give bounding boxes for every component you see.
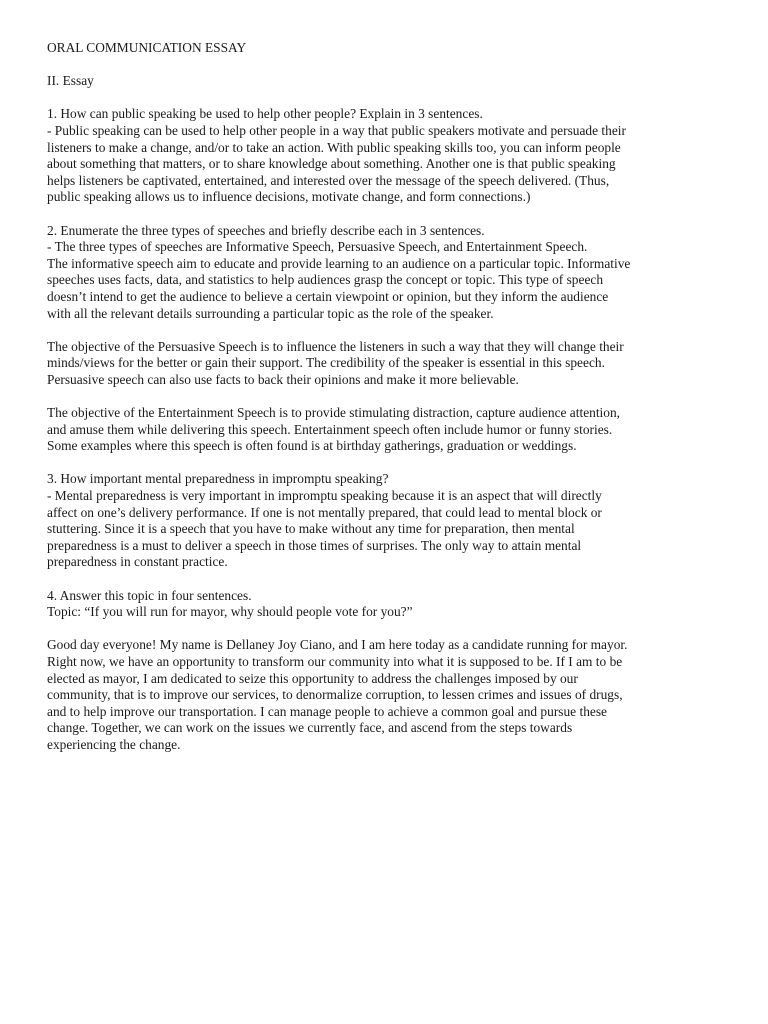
question-3: 3. How important mental preparedness in impromptu speaking? (47, 471, 389, 487)
answer-1-line: public speaking allows us to influence decisions, motivate change, and form connections.) (47, 189, 531, 205)
answer-3-line: preparedness is a must to deliver a speech in those times of surprises. The only way to attain mental (47, 537, 582, 553)
question-2-block (47, 223, 727, 455)
question-1: 1. How can public speaking be used to help other people? Explain in 3 sentences. (47, 106, 483, 122)
answer-1-line: listeners to make a change, and/or to take an action. With public speaking skills too, you can inform people (47, 139, 621, 155)
question-1-block (47, 106, 727, 206)
answer-2-entertainment-line: The objective of the Entertainment Speech is to provide stimulating distraction, capture audience attention, (47, 405, 621, 421)
answer-4-line: Good day everyone! My name is Dellaney Joy Ciano, and I am here today as a candidate running for mayor. (47, 637, 628, 653)
answer-3-line: stuttering. Since it is a speech that you have to make without any time for preparation, then mental (47, 521, 575, 537)
answer-4-line: and to help improve our transportation. I can manage people to achieve a common goal and pursue these (47, 703, 607, 719)
answer-4-line: community, that is to improve our services, to denormalize corruption, to lessen crimes and issues of drugs, (47, 687, 623, 703)
section-heading: II. Essay (47, 73, 94, 89)
answer-4-line: experiencing the change. (47, 736, 181, 752)
answer-1-line: helps listeners be captivated, entertained, and interested over the message of the speech delivered. (Thus, (47, 172, 610, 188)
document-title: ORAL COMMUNICATION ESSAY (47, 40, 247, 55)
answer-3-line: affect on one’s delivery performance. If one is not mentally prepared, that could lead to mental block or (47, 504, 602, 520)
answer-2-persuasive-line: minds/views for the better or gain their support. The credibility of the speaker is essential in this speech. (47, 355, 605, 371)
answer-2-intro-line: with all the relevant details surrounding a particular topic as the role of the speaker. (47, 305, 494, 321)
answer-2-intro-line: - The three types of speeches are Informative Speech, Persuasive Speech, and Entertainment Speech. (47, 239, 588, 255)
question-4-block (47, 588, 727, 754)
answer-2-entertainment-line: Some examples where this speech is often found is at birthday gatherings, graduation or weddings. (47, 438, 577, 454)
answer-2-persuasive-line: Persuasive speech can also use facts to back their opinions and make it more believable. (47, 371, 519, 387)
answer-2-intro-line: speeches uses facts, data, and statistics to help audiences grasp the concept or topic. This type of speech (47, 272, 604, 288)
answer-2-persuasive-line: The objective of the Persuasive Speech is to influence the listeners in such a way that they will change their (47, 338, 624, 354)
answer-1-line: - Public speaking can be used to help other people in a way that public speakers motivate and persuade their (47, 122, 626, 138)
answer-2-entertainment-line: and amuse them while delivering this speech. Entertainment speech often include humor or funny stories. (47, 421, 613, 437)
question-2: 2. Enumerate the three types of speeches and briefly describe each in 3 sentences. (47, 222, 485, 238)
answer-4-line: change. Together, we can work on the issues we currently face, and ascend from the steps towards (47, 720, 573, 736)
question-3-block (47, 471, 727, 571)
answer-1-line: about something that matters, or to share knowledge about something. Another one is that public speaking (47, 156, 616, 172)
question-4: 4. Answer this topic in four sentences. (47, 587, 252, 603)
question-4-topic: Topic: “If you will run for mayor, why should people vote for you?” (47, 604, 413, 620)
answer-3-line: - Mental preparedness is very important in impromptu speaking because it is an aspect that will directly (47, 488, 602, 504)
answer-2-intro-line: doesn’t intend to get the audience to believe a certain viewpoint or opinion, but they inform the audience (47, 288, 609, 304)
answer-4-line: Right now, we have an opportunity to transform our community into what it is supposed to be. If I am to be (47, 653, 623, 669)
answer-4-line: elected as mayor, I am dedicated to seize this opportunity to address the challenges imposed by our (47, 670, 578, 686)
answer-2-intro-line: The informative speech aim to educate and provide learning to an audience on a particular topic. Informative (47, 255, 631, 271)
answer-3-line: preparedness in constant practice. (47, 554, 228, 570)
document-page (47, 40, 727, 754)
